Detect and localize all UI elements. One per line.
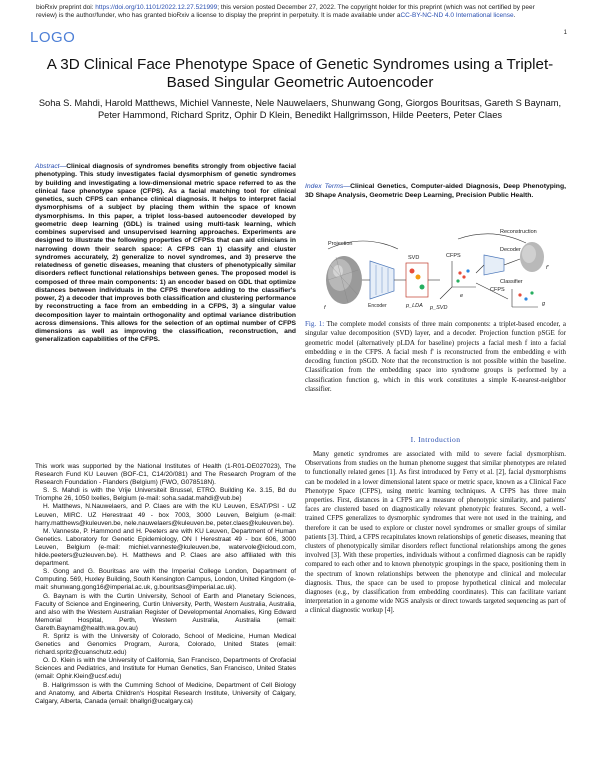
preprint-suffix: . xyxy=(513,12,516,19)
logo: LOGO xyxy=(30,29,76,46)
introduction-paragraph: Many genetic syndromes are associated with mild to severe facial dysmorphism. Observations from studies on the human phenome suggest that similar phenotypes are related to functionally related genes [1]. As first introduced by Ferry et al. [2], facial dysmorphisms can be modeled in a lower dimensional latent space or metric space, known as a Clinical Face Phenotype Space (CFPS), using metric learning techniques. A CFPS has three main properties. First, distances in a CFPS are a measure of phenotypic similarity, and patients' faces are clustered based on diagnostically relevant phenotypic features. Second, a well-trained CFPS generalizes to dysmorphic syndromes that were not used in the training, and therefore it can be used to explore or cluster novel syndromes or smaller groups of similar patients [3]. Third, a CFPS recapitulates known relationships of genetic diseases, meaning that clusters of phenotypically similar disorders reflect functional relationships among the genes involved [3]. With these properties, individuals without a confirmed diagnosis can be rapidly compared to each other and to known phenotypic groupings in the space, positioning them in the spectrum of known relationships between the phenotype and clinical and molecular diagnosis. Thus, the space can be used to propose hypothetical clinical and molecular diagnoses (e.g., by classification from embedding coordinates). This can facilitate variant interpretation in a genome wide NGS analysis or direct towards targeted sequencing as part of a clinical diagnostic workup [4]. xyxy=(305,451,566,615)
figure-caption xyxy=(305,320,566,394)
classifier-label: Classifier xyxy=(500,279,523,285)
affiliation-note: O. D. Klein is with the University of California, San Francisco, Departments of Orofacial Sciences and Pediatrics, and Institute for Human Genetics, San Francisco, United States (email: Ophir.Klein@ucsf.edu) xyxy=(35,657,296,681)
affiliation-note: S. S. Mahdi is with the Vrije Universiteit Brussel, ETRO. Building Ke. 3.15, Bd du Triomphe 26, 1050 Ixelles, Belgium (e-mail: soha.sadat.mahdi@vub.be) xyxy=(35,487,296,503)
affiliation-note: S. Gong and G. Bouritsas are with the Imperial College London, Department of Computing. 569, Huxley Building, South Kensington Campus, London, United Kingdom (e-mail: shunwang.gong16@imperial.ac.uk, g.bouritsas@imperial.ac.uk). xyxy=(35,568,296,592)
affiliation-notes xyxy=(35,463,296,706)
abstract-text: Clinical diagnosis of syndromes benefits strongly from objective facial phenotyping. This study investigates facial dysmorphism of genetic syndromes by building and investigating a low-dimensional metric space referred to as the clinical face phenotype space (CFPS). As a facial matching tool for clinical genetics, such CFPS can enhance clinical diagnosis. It helps to interpret facial dysmorphisms of a subject by placing them within the space of known dysmorphisms. In this paper, a triplet loss-based autoencoder developed by geometric deep learning (GDL) is trained using multi-task learning, which combines supervised and unsupervised learning approaches. Experiments are designed to illustrate the following properties of CFPSs that can aid clinicians in narrowing down their search space: A CFPS can 1) classify and cluster syndromes accurately, 2) generalize to novel syndromes, and 3) preserve the relatedness of genetic diseases, meaning that clusters of phenotypically similar disorders reflect functional relationships between genes. The proposed model is composed of three main components: 1) an encoder based on GDL that optimize distances between individuals in the CFPS therefore adding to the classifier's power, 2) a decoder that improves both classification and clustering performance by reconstructing a face from an embedding in a CFPS, 3) a singular value decomposition layer to maintain orthogonality and optimal variance distribution across dimensions. This allows for the selection of an optimal number of CFPS dimensions as well as improving the classification, reconstruction, and generalization capabilities of the CFPS. xyxy=(35,163,296,344)
p-svd-label: p_SVD xyxy=(430,305,448,311)
decoder-label: Decoder xyxy=(500,247,521,253)
arrow-to-reconstruction xyxy=(504,259,520,265)
svd-block xyxy=(406,263,428,297)
cfps-embedding-space xyxy=(440,261,476,299)
abstract-label: Abstract xyxy=(35,163,60,170)
funding-note: This work was supported by the National Institutes of Health (1-R01-DE027023), The Research Fund KU Leuven (BOF-C1, C14/20/081) and The Research Program of the Research Foundation - Flanders (Belgium) (FWO, G078518N). xyxy=(35,463,296,487)
classifier-space xyxy=(512,289,538,307)
g-label: g xyxy=(542,301,546,307)
input-face-mesh xyxy=(326,256,362,304)
affiliation-note: H. Matthews, N.Nauwelaers, and P. Claes are with the KU Leuven, ESAT/PSI - UZ Leuven, MIRC. UZ Herestraat 49 - box 7003, 3000 Leuven, Belgium (e-mail: harry.matthews@kuleuven.be, nele.nauwelaers@kuleuven.be, peter.claes@kuleuven.be). xyxy=(35,503,296,527)
paper-title: A 3D Clinical Face Phenotype Space of Genetic Syndromes using a Triplet-Based Singular Geometric Autoencoder xyxy=(46,56,554,91)
cfps-encoder-label: CFPS xyxy=(446,253,461,259)
index-terms-label: Index Terms xyxy=(305,183,344,190)
preprint-prefix: bioRxiv preprint doi: xyxy=(36,4,96,11)
figure-caption-label: Fig. 1: xyxy=(305,320,325,328)
author-list: Soha S. Mahdi, Harold Matthews, Michiel Vanneste, Nele Nauwelaers, Shunwang Gong, Giorgos Bouritsas, Gareth S Baynam, Peter Hammond, Richard Spritz, Ophir D Klein, Benedikt Hallgrimsson, Hilde Peeters, Peter Claes xyxy=(38,98,562,120)
svd-label: SVD xyxy=(408,255,420,261)
cfps-classifier-label: CFPS xyxy=(490,287,505,293)
section-heading-introduction: I. Introduction xyxy=(410,435,461,444)
reconstructed-face-mesh xyxy=(520,242,544,272)
encoder-label: Encoder xyxy=(368,303,387,309)
decoder-block xyxy=(484,255,504,275)
encoder-block xyxy=(370,261,394,299)
preprint-notice xyxy=(36,4,546,20)
reconstruction-arrow xyxy=(458,234,526,243)
affiliation-note: M. Vanneste, P. Hammond and H. Peeters are with KU Leuven, Department of Human Genetics. Laboratory for Genetic Epidemiology, ON I Herestraat 49 - box 606, 3000 Leuven, Belgium (e-mail: michiel.vanneste@kuleuven.be, watervole@icloud.com, hilde.peeters@uzleuven.be). H. Matthews and P. Claes are also affiliated with this department. xyxy=(35,527,296,568)
projection-label: Projection xyxy=(328,241,353,247)
abstract-dash: — xyxy=(59,163,67,170)
affiliation-note: B. Hallgrimsson is with the Cumming School of Medicine, Department of Cell Biology and Anatomy, and Alberta Children's Hospital Research Institute, University of Calgary, Calgary, Alberta, Canada (email: bhallgri@ucalgary.ca) xyxy=(35,681,296,705)
affiliation-note: R. Spritz is with the University of Colorado, School of Medicine, Human Medical Genetics and Genomics Program, Aurora, Colorado, United States (email: richard.spritz@cuanschutz.edu) xyxy=(35,632,296,657)
preprint-middle: ; this version posted December 27, 2022. The copyright holder for this preprint (which was not certified by peer review) is the author/funder, who has granted bioRxiv a license to display the preprint in perpetuity. It is made available under a xyxy=(36,4,535,19)
p-lda-label: p_LDA xyxy=(406,303,423,309)
page-number: 1 xyxy=(563,30,567,36)
f-prime-label: f' xyxy=(546,265,549,271)
affiliation-note: G. Baynam is with the Curtin University, School of Earth and Planetary Sciences, Faculty of Science and Engineering, Curtin University, Perth, Western Australia, Australia, and also with the Western Australian Register of Developmental Anomalies, King Edward Memorial Hospital, Perth, Western Australia, Australia (email: Gareth.Baynam@health.wa.gov.au) xyxy=(35,592,296,632)
model-diagram xyxy=(318,225,558,315)
model-diagram-figure xyxy=(318,225,558,315)
reconstruction-label: Reconstruction xyxy=(500,229,537,235)
license-link[interactable]: CC-BY-NC-ND 4.0 International license xyxy=(400,12,514,19)
index-terms-dash: — xyxy=(343,183,351,190)
arrow-to-decoder xyxy=(476,265,484,273)
f-label: f xyxy=(324,305,326,311)
doi-link[interactable]: https://doi.org/10.1101/2022.12.27.521999 xyxy=(95,4,218,11)
index-terms-text: Clinical Genetics, Computer-aided Diagnosis, Deep Phenotyping, 3D Shape Analysis, Geometric Deep Learning, Precision Public Health. xyxy=(305,183,566,199)
figure-caption-text: The complete model consists of three main components: a triplet-based encoder, a singular value decomposition (SVD) layer, and a decoder. Projection function pSGE for geometric model (alternatively pLDA for baseline) projects a facial mesh f into a facial embedding e in the CFPS. A facial mesh f' is reconstructed from the embedding e with decoding function pSGD. Note that the reconstruction is not possible within the baseline. Classification from the embedding space into syndrome groups is performed by a classification function g, which in this work constitutes a simple K-nearest-neighbor classifier. xyxy=(305,320,567,394)
abstract xyxy=(35,163,296,345)
index-terms xyxy=(305,183,566,200)
e-label: e xyxy=(460,293,464,299)
